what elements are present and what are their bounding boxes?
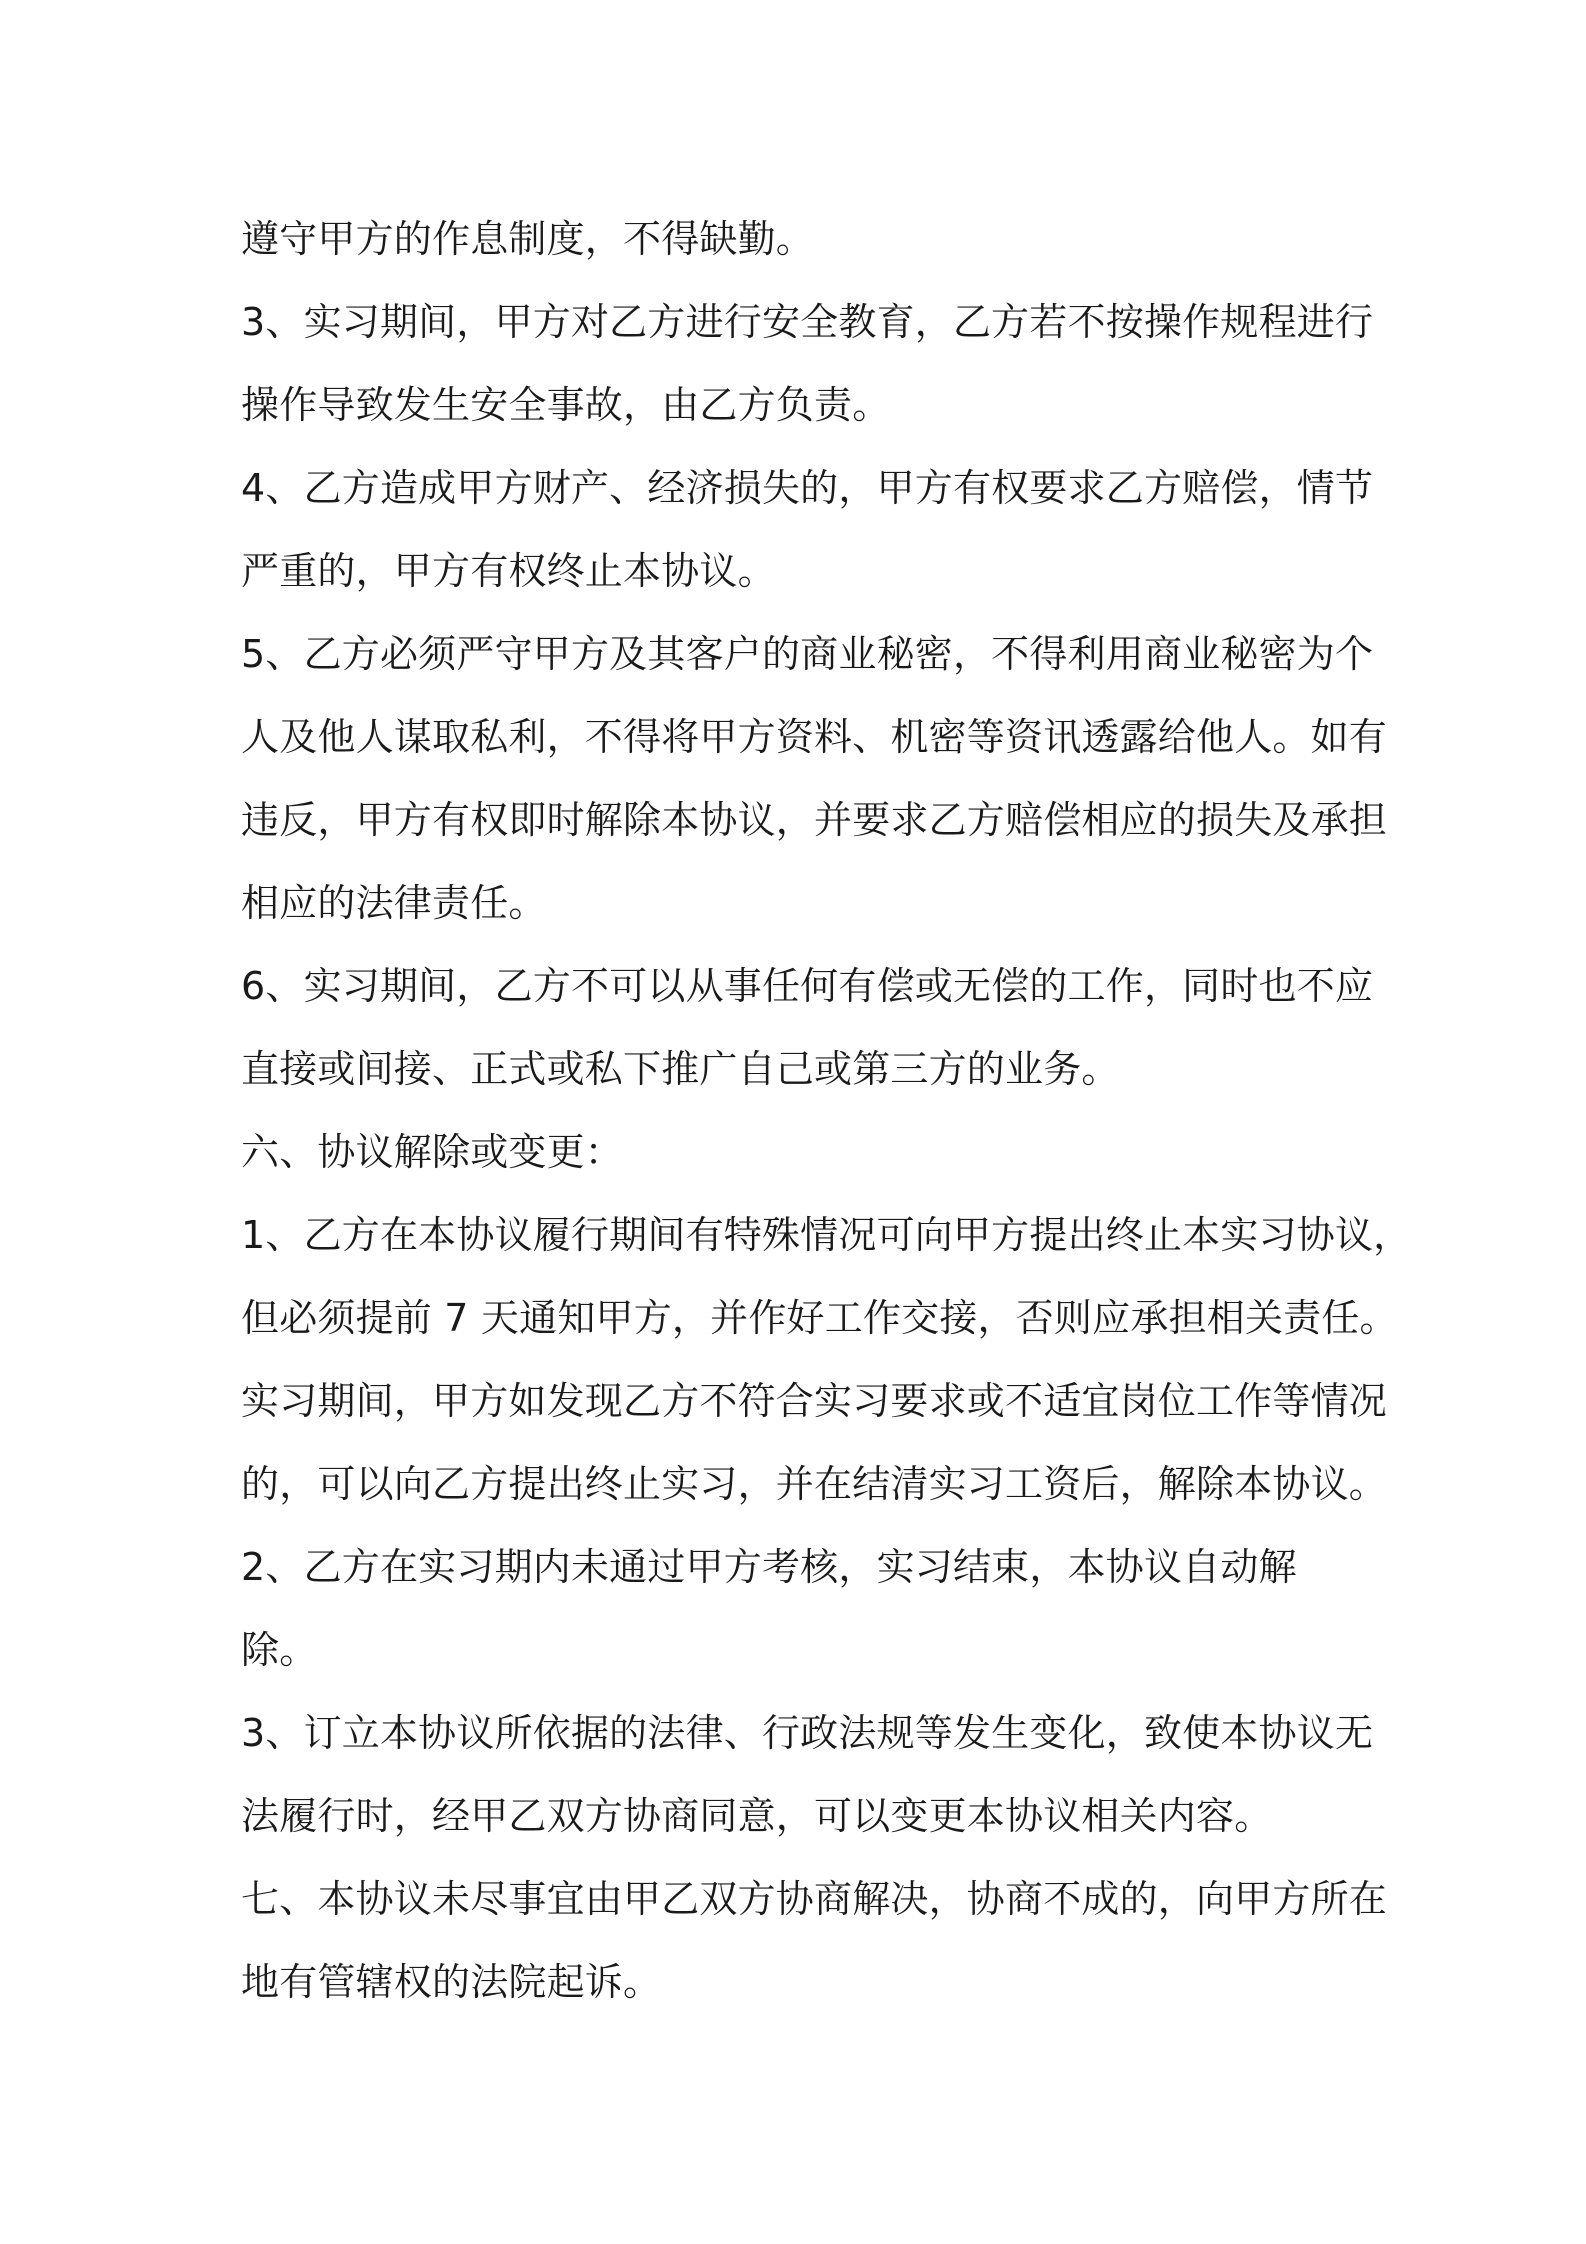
text-line: 5、乙方必须严守甲方及其客户的商业秘密，不得利用商业秘密为个: [241, 632, 1374, 676]
text-line: 6、实习期间，乙方不可以从事任何有偿或无偿的工作，同时也不应: [241, 964, 1374, 1008]
text-line: 除。: [241, 1628, 318, 1672]
section-heading: 六、协议解除或变更：: [241, 1130, 624, 1174]
text-line: 七、本协议未尽事宜由甲乙双方协商解决，协商不成的，向甲方所在: [241, 1877, 1388, 1921]
text-line: 相应的法律责任。: [241, 881, 547, 925]
text-line: 操作导致发生安全事故，由乙方负责。: [241, 383, 891, 427]
text-line: 遵守甲方的作息制度，不得缺勤。: [241, 217, 815, 261]
text-line: 但必须提前 7 天通知甲方，并作好工作交接，否则应承担相关责任。: [241, 1296, 1398, 1340]
text-line: 3、订立本协议所依据的法律、行政法规等发生变化，致使本协议无: [241, 1711, 1374, 1755]
document-body: [241, 198, 1412, 2024]
text-line: 4、乙方造成甲方财产、经济损失的，甲方有权要求乙方赔偿，情节: [241, 466, 1374, 510]
text-line: 违反，甲方有权即时解除本协议，并要求乙方赔偿相应的损失及承担: [241, 798, 1388, 842]
text-line: 人及他人谋取私利，不得将甲方资料、机密等资讯透露给他人。如有: [241, 715, 1388, 759]
text-line: 直接或间接、正式或私下推广自己或第三方的业务。: [241, 1047, 1120, 1091]
text-line: 地有管辖权的法院起诉。: [241, 1960, 662, 2004]
text-line: 严重的，甲方有权终止本协议。: [241, 549, 776, 593]
text-line: 的，可以向乙方提出终止实习，并在结清实习工资后，解除本协议。: [241, 1462, 1388, 1506]
text-line: 法履行时，经甲乙双方协商同意，可以变更本协议相关内容。: [241, 1794, 1273, 1838]
text-line: 3、实习期间，甲方对乙方进行安全教育，乙方若不按操作规程进行: [241, 300, 1374, 344]
text-line: 1、乙方在本协议履行期间有特殊情况可向甲方提出终止本实习协议，: [241, 1213, 1412, 1257]
text-line: 实习期间，甲方如发现乙方不符合实习要求或不适宜岗位工作等情况: [241, 1379, 1388, 1423]
text-line: 2、乙方在实习期内未通过甲方考核，实习结束，本协议自动解: [241, 1545, 1297, 1589]
